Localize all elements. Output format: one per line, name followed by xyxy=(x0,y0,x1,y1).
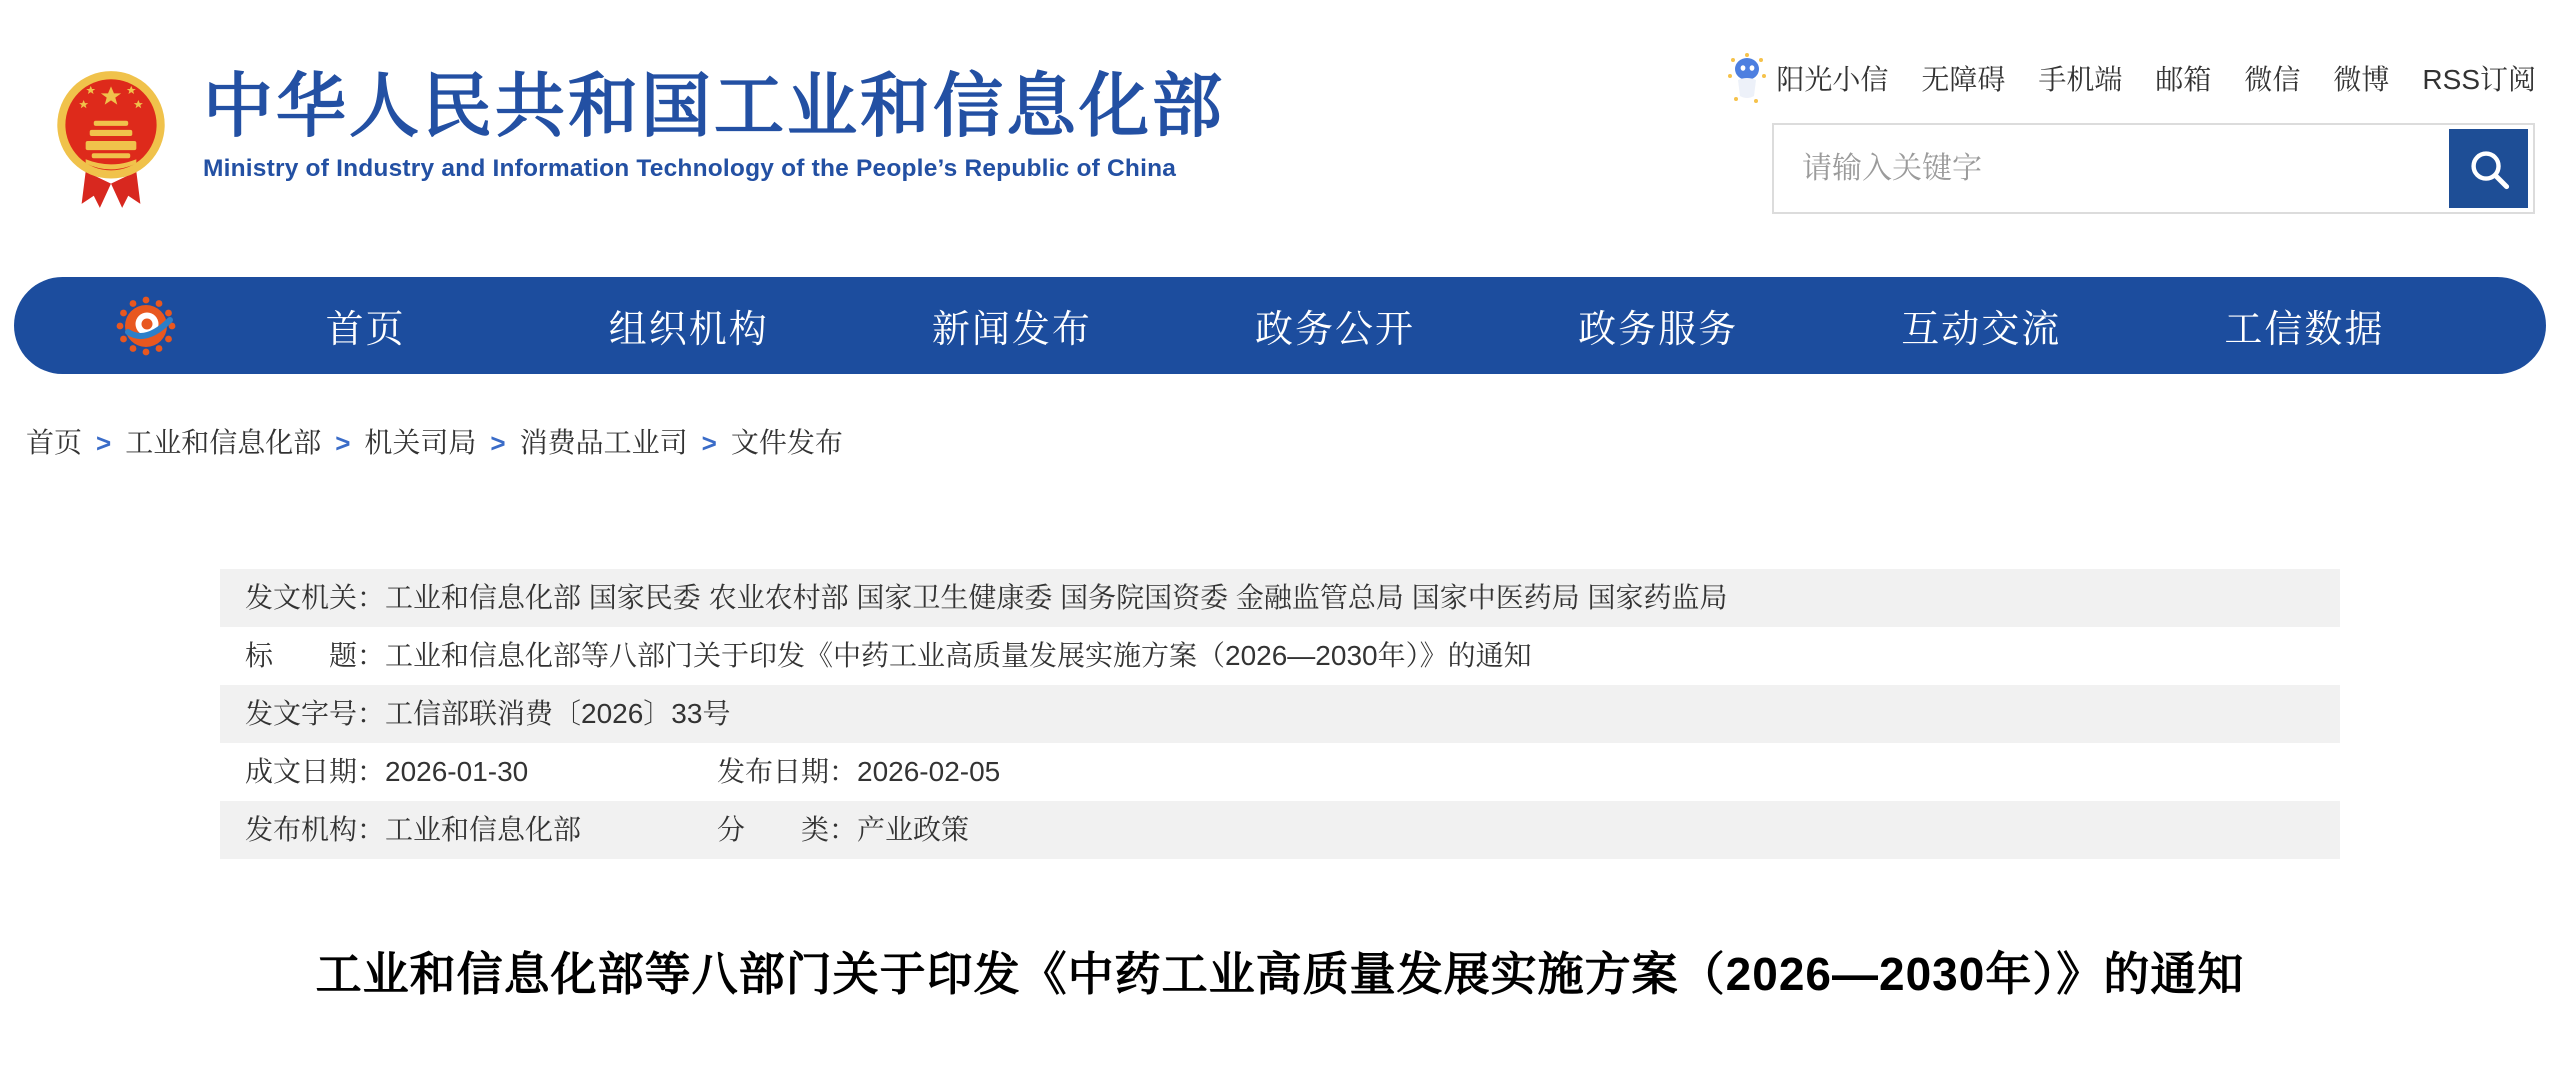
cell-category xyxy=(717,801,969,859)
row-value: 2026-02-05 xyxy=(857,756,1001,787)
quick-link-xiaoxin[interactable] xyxy=(1726,52,1888,104)
quick-link-accessibility[interactable]: 无障碍 xyxy=(1921,64,2006,95)
search-input[interactable] xyxy=(1774,125,2449,212)
row-label: 发文机关： xyxy=(245,582,386,613)
quick-link-mobile[interactable]: 手机端 xyxy=(2038,64,2123,95)
quick-links-bar xyxy=(1726,52,2536,104)
row-value: 工业和信息化部 xyxy=(385,814,582,845)
article-title: 工业和信息化部等八部门关于印发《中药工业高质量发展实施方案（2026—2030年）》的通知 xyxy=(315,948,2245,1000)
quick-link-weibo[interactable]: 微博 xyxy=(2333,64,2390,95)
nav-item-gov-services[interactable]: 政务服务 xyxy=(1578,309,1739,351)
breadcrumb-departments[interactable]: 机关司局 xyxy=(364,427,477,458)
row-label: 标 题： xyxy=(245,640,386,671)
search-button[interactable] xyxy=(2449,129,2528,208)
table-row-doc-number xyxy=(220,685,2340,743)
nav-item-news[interactable]: 新闻发布 xyxy=(931,309,1092,351)
table-row-issuing-agency xyxy=(220,569,2340,627)
row-label: 分 类： xyxy=(717,814,858,845)
cell-written-date xyxy=(245,743,717,801)
chevron-right-icon: > xyxy=(96,428,112,458)
row-value: 产业政策 xyxy=(857,814,970,845)
search-box xyxy=(1772,123,2535,214)
quick-link-rss[interactable]: RSS订阅 xyxy=(2422,64,2536,95)
search-icon xyxy=(2467,147,2511,191)
breadcrumb-home[interactable]: 首页 xyxy=(26,427,83,458)
row-value: 2026-01-30 xyxy=(385,756,529,787)
chevron-right-icon: > xyxy=(701,428,717,458)
table-row-publisher-category xyxy=(220,801,2340,859)
robot-mascot-icon xyxy=(1726,52,1768,104)
nav-item-organization[interactable]: 组织机构 xyxy=(608,309,769,351)
national-emblem-icon xyxy=(55,62,167,214)
chevron-right-icon: > xyxy=(335,428,351,458)
quick-link-wechat[interactable]: 微信 xyxy=(2244,64,2301,95)
site-title: 中华人民共和国工业和信息化部 xyxy=(203,67,1225,145)
breadcrumb xyxy=(26,424,2560,462)
nav-item-home[interactable]: 首页 xyxy=(325,309,406,351)
row-value: 工业和信息化部等八部门关于印发《中药工业高质量发展实施方案（2026—2030年）》的通知 xyxy=(385,640,1532,671)
document-info-table xyxy=(220,569,2340,859)
row-value: 工信部联消费〔2026〕33号 xyxy=(385,698,731,729)
nav-item-gov-disclosure[interactable]: 政务公开 xyxy=(1254,309,1415,351)
row-label: 发布日期： xyxy=(717,756,858,787)
cell-publisher xyxy=(245,801,717,859)
miit-gear-icon[interactable] xyxy=(114,294,178,358)
table-row-title xyxy=(220,627,2340,685)
nav-list xyxy=(204,298,2466,353)
breadcrumb-document-release[interactable]: 文件发布 xyxy=(730,427,843,458)
row-label: 发布机构： xyxy=(245,814,386,845)
table-row-dates xyxy=(220,743,2340,801)
breadcrumb-consumer-industry-dept[interactable]: 消费品工业司 xyxy=(519,427,688,458)
cell-publish-date xyxy=(717,743,1000,801)
breadcrumb-miit[interactable]: 工业和信息化部 xyxy=(125,427,322,458)
main-nav xyxy=(14,277,2546,374)
quick-link-label: 阳光小信 xyxy=(1776,64,1889,95)
brand-block xyxy=(203,66,1225,183)
row-label: 成文日期： xyxy=(245,756,386,787)
row-label: 发文字号： xyxy=(245,698,386,729)
nav-item-interaction[interactable]: 互动交流 xyxy=(1901,309,2062,351)
site-subtitle: Ministry of Industry and Information Technology of the People’s Republic of China xyxy=(203,154,1177,182)
quick-link-mail[interactable]: 邮箱 xyxy=(2155,64,2212,95)
chevron-right-icon: > xyxy=(490,428,506,458)
nav-item-miit-data[interactable]: 工信数据 xyxy=(2224,309,2385,351)
row-value: 工业和信息化部 国家民委 农业农村部 国家卫生健康委 国务院国资委 金融监管总局 国家中医药局 国家药监局 xyxy=(385,582,1728,613)
site-header xyxy=(0,0,2560,277)
